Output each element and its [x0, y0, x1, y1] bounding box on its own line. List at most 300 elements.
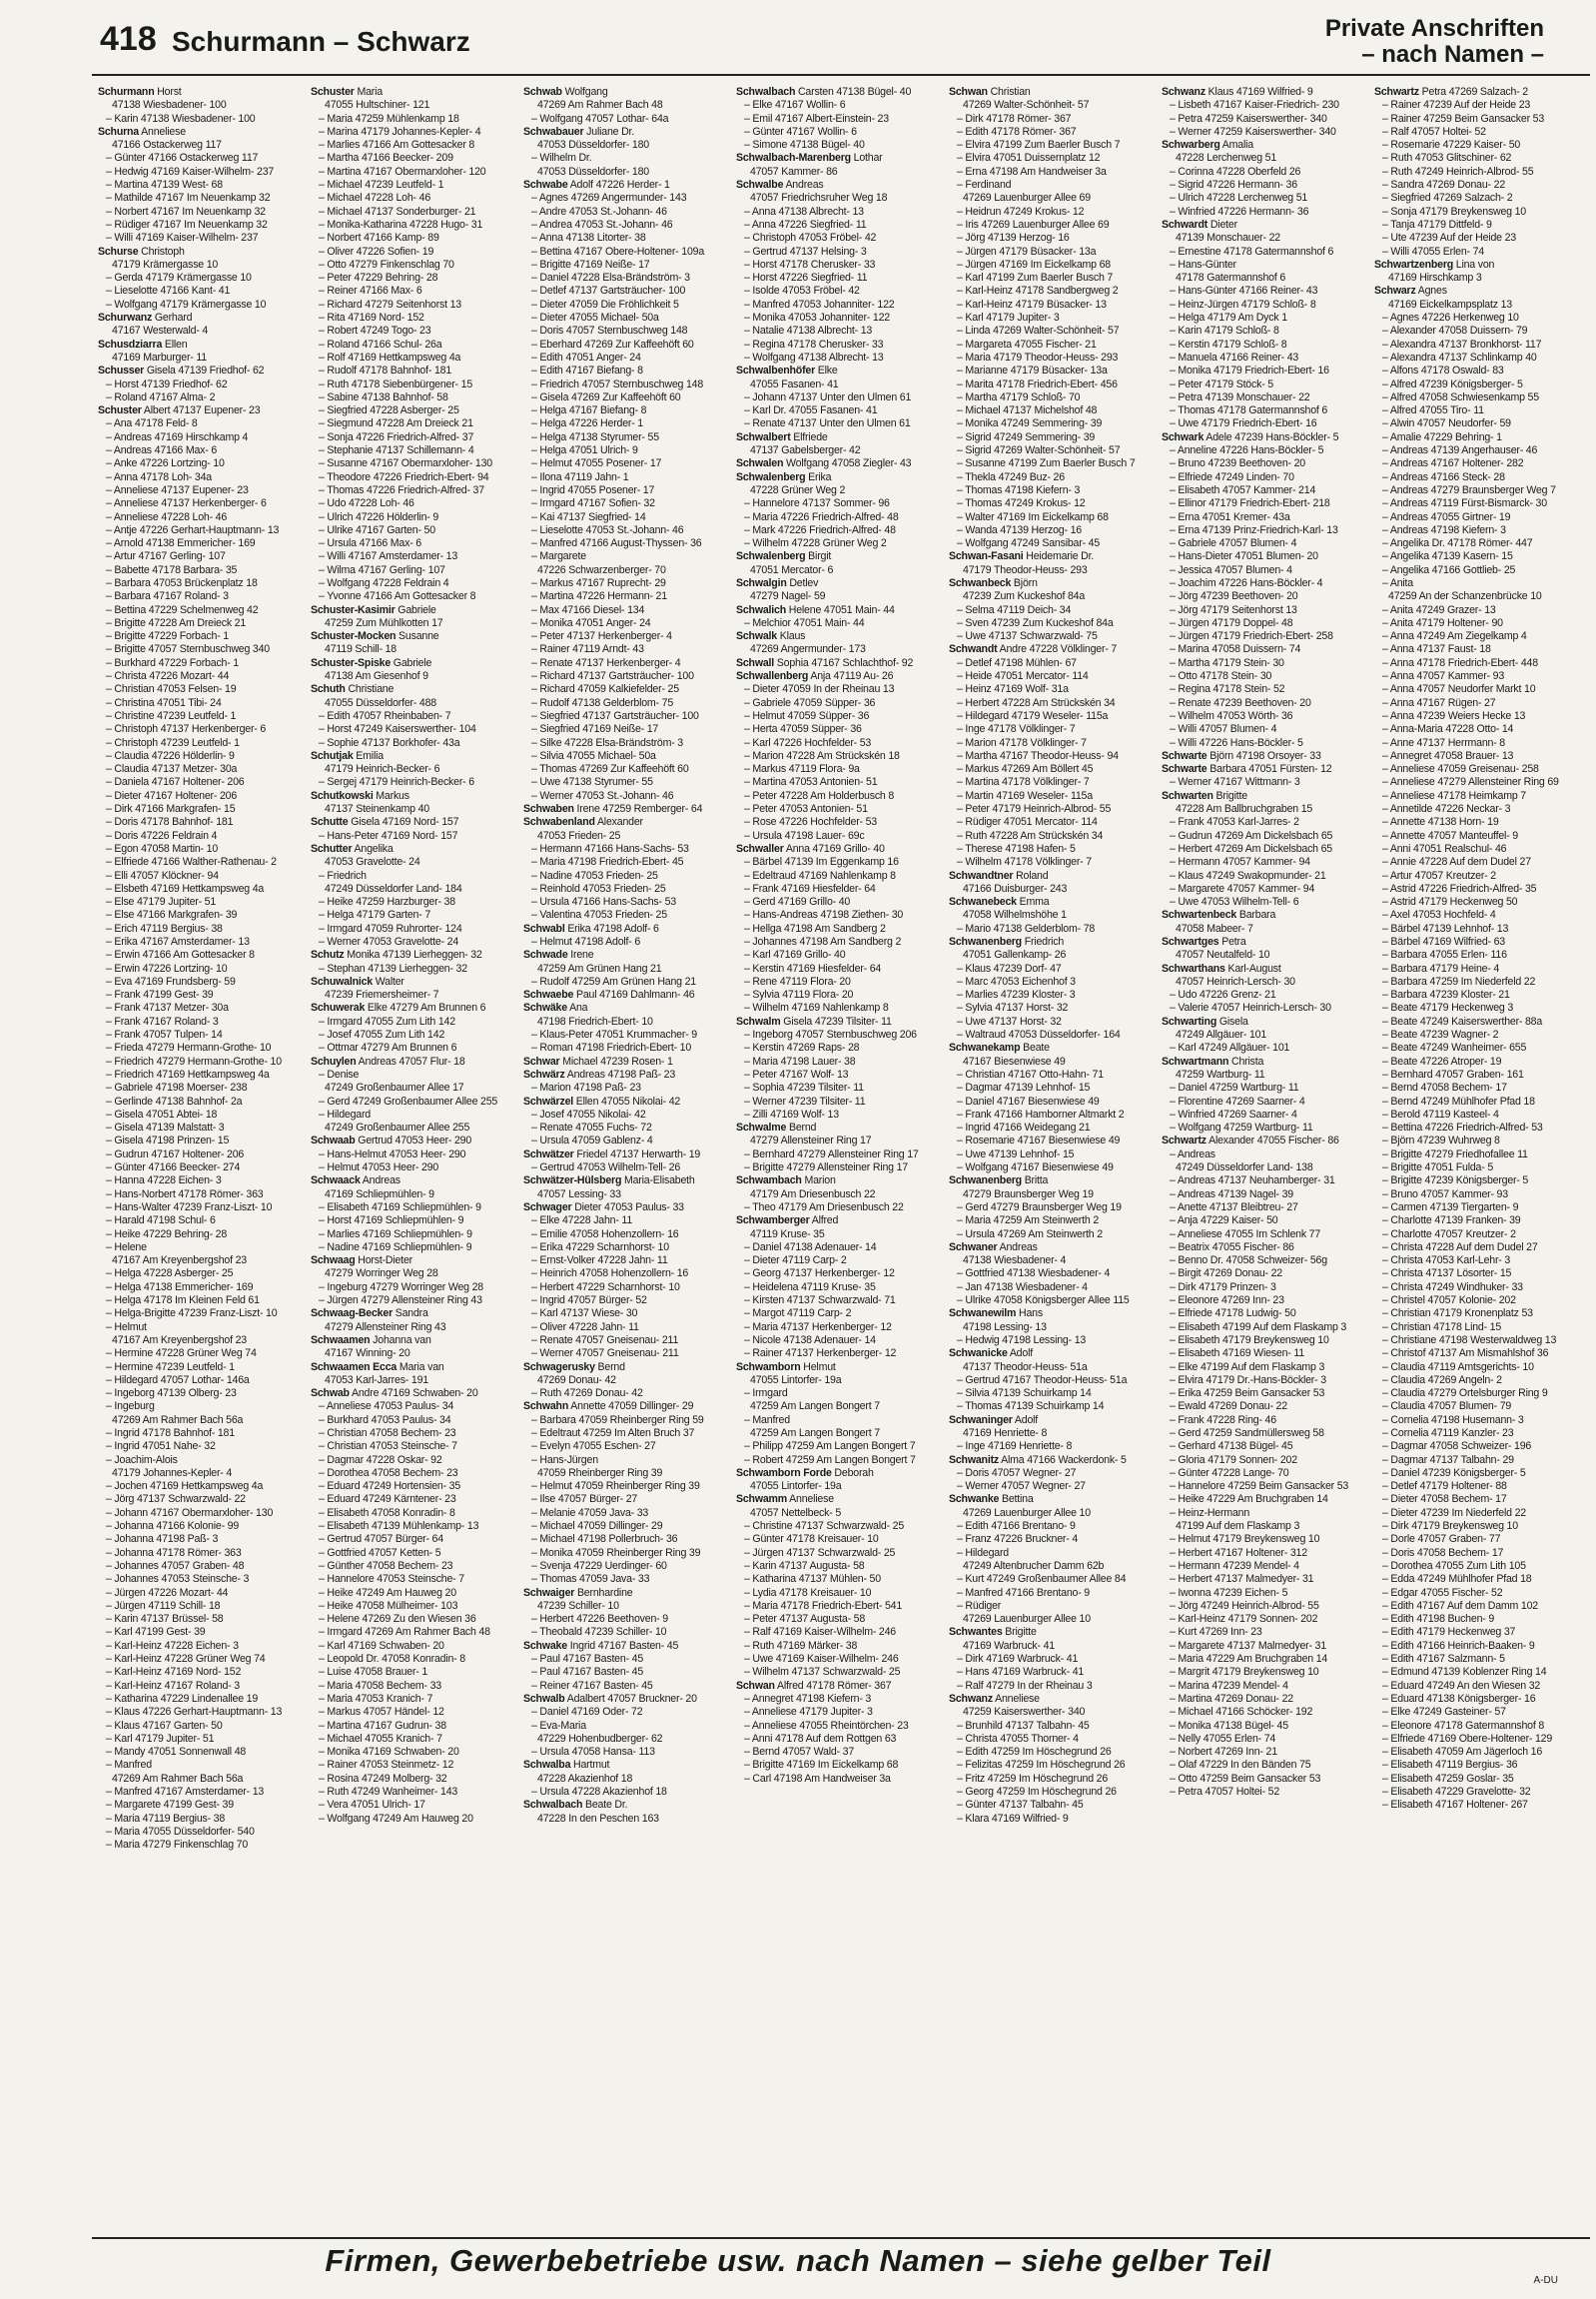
directory-entry: – Astrid 47179 Heckenweg 50: [1382, 896, 1518, 909]
directory-entry: – Anneliese 47059 Greisenau- 258: [1382, 763, 1539, 776]
directory-entry: – Marlies 47169 Schliepmühlen- 9: [319, 1227, 472, 1240]
directory-entry: – Marita 47178 Friedrich-Ebert- 456: [957, 378, 1118, 390]
directory-entry: – Martha 47179 Stein- 30: [1170, 656, 1284, 669]
surname: Schwartenbeck: [1162, 909, 1237, 922]
directory-entry: – Monika 47179 Friedrich-Ebert- 16: [1170, 365, 1329, 378]
surname: Schwalm: [736, 1015, 781, 1028]
directory-entry: – Mark 47226 Friedrich-Alfred- 48: [744, 523, 896, 536]
directory-entry: – Marina 47239 Mendel- 4: [1170, 1679, 1288, 1692]
surname-entry: [736, 1016, 934, 1029]
entry-text: Lina von: [1453, 258, 1495, 271]
entry-text: Gisela 47139 Friedhof- 62: [144, 365, 265, 378]
directory-entry: 47166 Duisburger- 243: [963, 882, 1068, 895]
entry-text: Emilia: [353, 749, 384, 762]
directory-entry: – Anna 47226 Siegfried- 11: [744, 218, 867, 231]
directory-entry: – Irmgard 47059 Ruhrorter- 124: [319, 922, 462, 935]
surname-entry: [1374, 285, 1572, 298]
directory-entry: – Rüdiger: [957, 1599, 1002, 1612]
surname-entry: [949, 86, 1147, 99]
directory-entry: – Carmen 47139 Tiergarten- 9: [1382, 1200, 1519, 1213]
directory-entry: – Rainer 47239 Auf der Heide 23: [1382, 99, 1531, 112]
directory-entry: – Harald 47198 Schul- 6: [106, 1214, 216, 1227]
directory-entry: – Bettina 47167 Obere-Holtener- 109a: [531, 245, 705, 258]
directory-column: [523, 86, 721, 2229]
directory-entry: – Alexandra 47137 Schlinkamp 40: [1382, 351, 1537, 364]
directory-entry: – Mario 47138 Gelderblom- 78: [957, 922, 1096, 935]
directory-entry: – Martha 47166 Beecker- 209: [319, 152, 453, 165]
directory-entry: – Axel 47053 Hochfeld- 4: [1382, 909, 1496, 922]
surname-entry: [949, 1693, 1147, 1706]
directory-entry: – Ellinor 47179 Friedrich-Ebert- 218: [1170, 497, 1330, 510]
surname: Schutter: [311, 842, 353, 855]
entry-text: Elfriede: [790, 430, 828, 443]
directory-entry: 47269 Lauenburger Allee 10: [963, 1506, 1091, 1519]
directory-entry: – Zilli 47169 Wolf- 13: [744, 1108, 839, 1121]
directory-entry: – Artur 47167 Gerling- 107: [106, 550, 226, 563]
directory-entry: – Gertrud 47053 Wilhelm-Tell- 26: [531, 1161, 681, 1174]
surname-entry: [736, 86, 934, 99]
surname-entry: [311, 816, 508, 829]
directory-entry: 47279 Allensteiner Ring 43: [325, 1320, 446, 1333]
directory-entry: – Anna 47138 Albrecht- 13: [744, 205, 864, 218]
surname-entry: [523, 989, 721, 1002]
directory-entry: – Gudrun 47167 Holtener- 206: [106, 1148, 245, 1160]
directory-entry: – Günter 47228 Lange- 70: [1170, 1466, 1289, 1479]
surname-entry: [736, 630, 934, 643]
surname: Schusdziarra: [98, 338, 163, 351]
directory-entry: 47178 Gatermannshof 6: [1176, 272, 1286, 285]
directory-entry: – Herbert 47137 Malmedyer- 31: [1170, 1573, 1314, 1586]
directory-entry: – Jessica 47057 Blumen- 4: [1170, 563, 1292, 576]
directory-entry: – Heike 47229 Behring- 28: [106, 1227, 228, 1240]
directory-entry: – Burkhard 47229 Forbach- 1: [106, 656, 239, 669]
directory-entry: – Doris 47058 Bechem- 17: [1382, 1546, 1504, 1559]
directory-entry: 47269 Am Rahmer Bach 56a: [112, 1413, 244, 1426]
directory-entry: – Maria 47058 Bechem- 33: [319, 1679, 441, 1692]
directory-entry: – Andreas 47279 Braunsberger Weg 7: [1382, 483, 1556, 496]
directory-entry: – Klaus 47226 Gerhart-Hauptmann- 13: [106, 1706, 283, 1719]
directory-entry: – Heike 47229 Am Bruchgraben 14: [1170, 1493, 1328, 1506]
surname: Schwaben: [523, 803, 574, 816]
directory-entry: – Christiane 47198 Westerwaldweg 13: [1382, 1333, 1557, 1346]
entry-text: Björn 47198 Orsoyer- 33: [1206, 749, 1321, 762]
directory-entry: – Ingeburg 47279 Worringer Weg 28: [319, 1280, 483, 1293]
directory-entry: – Hedwig 47198 Lessing- 13: [957, 1333, 1087, 1346]
directory-entry: – Brigitte 47239 Königsberger- 5: [1382, 1174, 1529, 1187]
directory-entry: – Sven 47239 Zum Kuckeshof 84a: [957, 616, 1114, 629]
directory-entry: – Margarete: [531, 550, 586, 563]
directory-entry: – Dirk 47179 Prinzen- 3: [1170, 1280, 1276, 1293]
entry-text: Anneliese: [139, 125, 186, 138]
directory-entry: – Elisabeth 47059 Am Jägerloch 16: [1382, 1746, 1543, 1759]
surname-entry: [1162, 1056, 1359, 1069]
directory-entry: – Heinrich 47058 Hohenzollern- 16: [531, 1267, 689, 1280]
directory-column: [98, 86, 296, 2229]
directory-entry: – Alfons 47178 Oswald- 83: [1382, 365, 1504, 378]
directory-column: [311, 86, 508, 2229]
surname-entry: [98, 404, 296, 417]
entry-text: Walter: [372, 975, 404, 988]
directory-entry: – Willi 47226 Hans-Böckler- 5: [1170, 736, 1303, 749]
surname-entry: [736, 1361, 934, 1374]
directory-entry: – Norbert 47166 Kamp- 89: [319, 232, 439, 245]
entry-text: Adele 47239 Hans-Böckler- 5: [1203, 430, 1339, 443]
directory-entry: – Philipp 47259 Am Langen Bongert 7: [744, 1440, 916, 1453]
directory-entry: – Andreas 47119 Fürst-Bismarck- 30: [1382, 497, 1547, 510]
directory-entry: – Franz 47226 Bruckner- 4: [957, 1533, 1079, 1546]
surname: Schwartmann: [1162, 1055, 1229, 1068]
directory-entry: – Ralf 47169 Kaiser-Wilhelm- 246: [744, 1626, 896, 1639]
directory-entry: – Werner 47259 Kaiserswerther- 340: [1170, 125, 1336, 138]
directory-entry: 47166 Ostackerweg 117: [112, 139, 222, 152]
surname: Schwabl: [523, 922, 565, 935]
surname: Schwartzenberg: [1374, 258, 1454, 271]
directory-entry: – Gabriele 47059 Süpper- 36: [744, 696, 876, 709]
surname-entry: [523, 1149, 721, 1161]
directory-entry: – Elli 47057 Klöckner- 94: [106, 869, 219, 882]
directory-entry: – Jürgen 47226 Mozart- 44: [106, 1586, 229, 1599]
surname: Schwalgin: [736, 576, 787, 589]
directory-entry: – Günter 47137 Talbahn- 45: [957, 1799, 1084, 1812]
directory-entry: – Richard 47059 Kalkiefelder- 25: [531, 683, 679, 696]
directory-entry: – Uwe 47139 Lehnhof- 15: [957, 1148, 1075, 1160]
directory-entry: – Ruth 47053 Glitschiner- 62: [1382, 152, 1512, 165]
directory-entry: – Renate 47137 Unter den Ulmen 61: [744, 417, 911, 430]
surname-entry: [311, 1254, 508, 1267]
directory-entry: – Herbert 47167 Holtener- 312: [1170, 1546, 1307, 1559]
directory-entry: – Jörg 47137 Schwarzwald- 22: [106, 1493, 246, 1506]
directory-entry: – Wolfgang 47167 Biesenwiese 49: [957, 1161, 1114, 1174]
directory-entry: – Ursula 47198 Lauer- 69c: [744, 829, 865, 842]
directory-entry: – Georg 47259 Im Höschegrund 26: [957, 1786, 1117, 1798]
surname: Schwanewilm: [949, 1307, 1017, 1320]
directory-entry: 47226 Schwarzenberger- 70: [537, 563, 666, 576]
directory-entry: – Else 47166 Markgrafen- 39: [106, 909, 238, 922]
directory-entry: – Martina 47139 West- 68: [106, 179, 223, 192]
surname: Schwartges: [1162, 936, 1219, 948]
directory-entry: – Karl-Heinz 47167 Roland- 3: [106, 1679, 240, 1692]
directory-entry: – Irmgard: [744, 1387, 788, 1400]
entry-text: Irene 47259 Remberger- 64: [573, 803, 703, 816]
directory-entry: – Gerd 47259 Sandmüllersweg 58: [1170, 1426, 1324, 1439]
directory-entry: – Anneline 47226 Hans-Böckler- 5: [1170, 444, 1324, 457]
directory-entry: – Edith 47167 Auf dem Damm 102: [1382, 1599, 1538, 1612]
surname: Schurse: [98, 245, 139, 258]
directory-entry: – Günter 47166 Ostackerweg 117: [106, 152, 259, 165]
directory-entry: – Uwe 47053 Wilhelm-Tell- 6: [1170, 896, 1299, 909]
surname-entry: [311, 750, 508, 763]
directory-entry: – Elfriede 47166 Walther-Rathenau- 2: [106, 856, 277, 869]
page-number: 418: [100, 20, 157, 58]
surname: Schwalbert: [736, 430, 791, 443]
directory-entry: – Rose 47226 Hochfelder- 53: [744, 816, 877, 829]
directory-entry: – Ute 47239 Auf der Heide 23: [1382, 232, 1516, 245]
directory-entry: – Nadine 47053 Frieden- 25: [531, 869, 658, 882]
directory-entry: – Petra 47057 Holtei- 52: [1170, 1786, 1280, 1798]
directory-entry: – Joachim-Alois: [106, 1453, 178, 1466]
entry-text: Andre 47228 Völklinger- 7: [997, 643, 1118, 656]
entry-text: Agnes: [1415, 285, 1447, 298]
directory-entry: – Gerlinde 47138 Bahnhof- 2a: [106, 1095, 243, 1108]
directory-entry: – Corinna 47228 Oberfeld 26: [1170, 165, 1301, 178]
directory-entry: 47169 Marburger- 11: [112, 351, 207, 364]
directory-entry: 47228 Am Ballbruchgraben 15: [1176, 803, 1313, 816]
directory-entry: 47169 Schliepmühlen- 9: [325, 1187, 434, 1200]
directory-entry: – Annette 47057 Manteuffel- 9: [1382, 829, 1518, 842]
directory-entry: 47138 Am Giesenhof 9: [325, 670, 428, 683]
directory-entry: – Frank 47166 Hamborner Altmarkt 2: [957, 1108, 1125, 1121]
surname-entry: [98, 312, 296, 325]
directory-entry: – Helga 47179 Am Dyck 1: [1170, 312, 1287, 325]
surname: Schwar: [523, 1055, 560, 1068]
directory-entry: – Erna 47198 Am Handweiser 3a: [957, 165, 1107, 178]
directory-entry: – Barbara 47055 Erlen- 116: [1382, 949, 1507, 962]
directory-entry: – Gottfried 47138 Wiesbadener- 4: [957, 1267, 1111, 1280]
surname-entry: [311, 1174, 508, 1187]
entry-text: Andreas 47198 Paß- 23: [564, 1068, 676, 1081]
surname-entry: [523, 1201, 721, 1214]
directory-entry: – Olaf 47229 In den Bänden 75: [1170, 1759, 1311, 1772]
directory-entry: – Gabriele 47057 Blumen- 4: [1170, 537, 1297, 550]
surname: Schwamborn: [736, 1360, 801, 1373]
directory-entry: 47279 Allensteiner Ring 17: [750, 1135, 872, 1148]
entry-text: Erika: [805, 470, 832, 483]
directory-entry: – Johannes 47053 Steinsche- 3: [106, 1573, 250, 1586]
directory-entry: – Renate 47057 Gneisenau- 211: [531, 1333, 679, 1346]
directory-entry: – Max 47166 Diesel- 134: [531, 603, 645, 616]
directory-entry: – Bernd 47249 Mühlhofer Pfad 18: [1382, 1095, 1535, 1108]
directory-entry: – Willi 47057 Blumen- 4: [1170, 723, 1277, 736]
directory-entry: – Regina 47178 Stein- 52: [1170, 683, 1285, 696]
directory-entry: – Christine 47239 Leutfeld- 1: [106, 709, 237, 722]
directory-entry: – Elisabeth 47199 Auf dem Flaskamp 3: [1170, 1320, 1347, 1333]
directory-entry: – Hannelore 47053 Steinsche- 7: [319, 1573, 464, 1586]
directory-entry: 47269 Walter-Schönheit- 57: [963, 99, 1090, 112]
directory-entry: – Jörg 47239 Beethoven- 20: [1170, 590, 1298, 603]
directory-entry: – Winfried 47226 Hermann- 36: [1170, 205, 1309, 218]
directory-entry: – Ruth 47249 Wanheimer- 143: [319, 1786, 458, 1798]
directory-entry: – Sabine 47138 Bahnhof- 58: [319, 390, 448, 403]
directory-entry: – Wolfgang 47138 Albrecht- 13: [744, 351, 884, 364]
directory-entry: – Claudia 47279 Ortelsburger Ring 9: [1382, 1387, 1548, 1400]
surname-entry: [311, 790, 508, 803]
directory-entry: 47279 Braunsberger Weg 19: [963, 1187, 1094, 1200]
directory-entry: – Hermine 47228 Grüner Weg 74: [106, 1347, 257, 1360]
directory-entry: 47199 Auf dem Flaskamp 3: [1176, 1520, 1300, 1533]
directory-entry: 47179 Johannes-Kepler- 4: [112, 1466, 233, 1479]
directory-entry: – Maria 47179 Theodor-Heuss- 293: [957, 351, 1119, 364]
surname-entry: [949, 1241, 1147, 1254]
entry-text: Alfred 47178 Römer- 367: [774, 1679, 892, 1692]
directory-entry: – Elvira 47051 Duissernplatz 12: [957, 152, 1101, 165]
directory-entry: – Sylvia 47137 Horst- 32: [957, 1002, 1069, 1015]
directory-entry: – Gisela 47269 Zur Kaffeehöft 60: [531, 390, 681, 403]
directory-entry: 47259 Am Langen Bongert 7: [750, 1426, 880, 1439]
directory-entry: 47228 Lerchenweg 51: [1176, 152, 1277, 165]
directory-entry: – Helga 47228 Asberger- 25: [106, 1267, 234, 1280]
surname: Schwamborn Forde: [736, 1466, 832, 1479]
directory-entry: – Maria 47198 Friedrich-Ebert- 45: [531, 856, 684, 869]
directory-entry: 47269 Am Rahmer Bach 48: [537, 99, 663, 112]
directory-entry: – Gisela 47139 Malstatt- 3: [106, 1122, 225, 1135]
surname: Schwartz: [1374, 86, 1419, 98]
directory-entry: – Daniel 47169 Oder- 72: [531, 1706, 643, 1719]
surname-entry: [949, 550, 1147, 563]
directory-entry: – Gertrud 47137 Helsing- 3: [744, 245, 867, 258]
surname-entry: [1374, 259, 1572, 272]
directory-entry: – Frank 47199 Gest- 39: [106, 989, 214, 1002]
directory-entry: – Nicole 47138 Adenauer- 14: [744, 1333, 876, 1346]
directory-entry: – Michael 47239 Leutfeld- 1: [319, 179, 444, 192]
directory-entry: – Detlef 47198 Mühlen- 67: [957, 656, 1077, 669]
directory-column: [1374, 86, 1572, 2229]
directory-entry: – Peter 47229 Behring- 28: [319, 272, 438, 285]
surname: Schuster-Spiske: [311, 656, 392, 669]
directory-entry: – Andre 47053 St.-Johann- 46: [531, 205, 667, 218]
directory-entry: – Monika 47051 Anger- 24: [531, 616, 651, 629]
directory-entry: – Wolfgang 47249 Sansibar- 45: [957, 537, 1101, 550]
directory-entry: – Marlies 47166 Am Gottesacker 8: [319, 139, 475, 152]
surname: Schwahn: [523, 1400, 569, 1413]
surname-entry: [523, 1096, 721, 1109]
surname: Schwaab: [311, 1135, 356, 1148]
directory-entry: 47259 Zum Mühlkotten 17: [325, 616, 443, 629]
directory-entry: – Herbert 47229 Scharnhorst- 10: [531, 1280, 680, 1293]
surname-entry: [949, 1454, 1147, 1467]
directory-entry: – Karl 47179 Jupiter- 3: [957, 312, 1060, 325]
directory-entry: 47239 Friemersheimer- 7: [325, 989, 439, 1002]
directory-entry: 47053 Karl-Jarres- 191: [325, 1373, 428, 1386]
directory-entry: – Eduard 47249 An den Wiesen 32: [1382, 1679, 1541, 1692]
directory-entry: – Kurt 47249 Großenbaumer Allee 84: [957, 1573, 1127, 1586]
directory-entry: – Brigitte 47169 Im Eickelkamp 68: [744, 1759, 899, 1772]
entry-text: Gisela 47169 Nord- 157: [348, 816, 459, 829]
directory-entry: – Daniel 47138 Adenauer- 14: [744, 1240, 877, 1253]
surname-entry: [311, 1002, 508, 1015]
directory-entry: – Hellga 47198 Am Sandberg 2: [744, 922, 886, 935]
directory-entry: – Cornelia 47119 Kanzler- 23: [1382, 1426, 1514, 1439]
surname-entry: [736, 577, 934, 590]
directory-entry: – Horst 47249 Kaiserswerther- 104: [319, 723, 476, 736]
directory-entry: – Oliver 47226 Sofien- 19: [319, 245, 434, 258]
directory-entry: – Frank 47057 Tulpen- 14: [106, 1029, 223, 1042]
directory-entry: – Gerd 47279 Braunsberger Weg 19: [957, 1200, 1122, 1213]
surname-entry: [523, 1640, 721, 1653]
directory-entry: – Lieselotte 47053 St.-Johann- 46: [531, 523, 684, 536]
directory-entry: – Ingeburg: [106, 1400, 155, 1413]
surname: Schwall: [736, 656, 775, 669]
directory-entry: – Silvia 47139 Schuirkamp 14: [957, 1387, 1092, 1400]
entry-text: Anja 47119 Au- 26: [808, 670, 894, 683]
directory-entry: – Helga 47138 Styrumer- 55: [531, 430, 659, 443]
directory-entry: – Lydia 47178 Kreisauer- 10: [744, 1586, 872, 1599]
surname: Schwalb: [523, 1692, 565, 1705]
directory-entry: – Klaus-Peter 47051 Krummacher- 9: [531, 1029, 697, 1042]
directory-entry: – Hermine 47239 Leutfeld- 1: [106, 1360, 235, 1373]
directory-entry: – Leopold Dr. 47058 Konradin- 8: [319, 1653, 465, 1666]
directory-entry: 47198 Lessing- 13: [963, 1320, 1047, 1333]
directory-entry: – Margarete 47057 Kammer- 94: [1170, 882, 1315, 895]
surname: Schwake: [523, 1639, 567, 1652]
directory-entry: – Elfriede 47249 Linden- 70: [1170, 470, 1294, 483]
directory-entry: – Robert 47259 Am Langen Bongert 7: [744, 1453, 916, 1466]
surname: Schwalbach: [736, 86, 796, 98]
surname: Schwabenland: [523, 816, 595, 829]
surname-entry: [311, 843, 508, 856]
directory-entry: – Tanja 47179 Dittfeld- 9: [1382, 218, 1492, 231]
surname: Schuth: [311, 683, 346, 696]
entry-text: Dieter 47053 Paulus- 33: [571, 1200, 684, 1213]
directory-entry: – Claudia 47137 Metzer- 30a: [106, 763, 238, 776]
surname-entry: [736, 604, 934, 617]
directory-entry: – Günter 47167 Wollin- 6: [744, 125, 857, 138]
page-header: [0, 0, 1596, 80]
directory-entry: – Angelika Dr. 47178 Römer- 447: [1382, 537, 1533, 550]
entry-text: Klaus: [777, 630, 806, 643]
surname-entry: [949, 936, 1147, 949]
directory-entry: – Rudolf 47138 Gelderblom- 75: [531, 696, 674, 709]
directory-entry: – Ingrid 47178 Bahnhof- 181: [106, 1426, 235, 1439]
surname: Schuster: [98, 404, 142, 417]
directory-entry: – Kerstin 47269 Raps- 28: [744, 1042, 860, 1055]
directory-entry: – Monika 47169 Schwaben- 20: [319, 1746, 459, 1759]
directory-entry: – Edgar 47055 Fischer- 52: [1382, 1586, 1503, 1599]
directory-entry: – Werner 47057 Wegner- 27: [957, 1480, 1086, 1493]
directory-entry: – Daniela 47167 Holtener- 206: [106, 776, 245, 789]
directory-entry: – Siegmund 47228 Am Dreieck 21: [319, 417, 473, 430]
surname-entry: [311, 1056, 508, 1069]
surname-entry: [98, 86, 296, 99]
directory-entry: – Helga 47179 Garten- 7: [319, 909, 431, 922]
directory-entry: – Alexandra 47137 Bronkhorst- 117: [1382, 338, 1542, 351]
directory-entry: – Dorle 47057 Graben- 77: [1382, 1533, 1501, 1546]
directory-entry: – Christine 47137 Schwarzwald- 25: [744, 1520, 905, 1533]
directory-entry: – Maria 47178 Friedrich-Ebert- 541: [744, 1599, 903, 1612]
directory-entry: – Uwe 47179 Friedrich-Ebert- 16: [1170, 417, 1317, 430]
directory-entry: – Markus 47167 Ruprecht- 29: [531, 576, 666, 589]
directory-entry: 47057 Heinrich-Lersch- 30: [1176, 975, 1295, 988]
surname: Schwambach: [736, 1174, 802, 1187]
directory-entry: – Benno Dr. 47058 Schweizer- 56g: [1170, 1254, 1327, 1267]
directory-entry: 47137 Theodor-Heuss- 51a: [963, 1360, 1088, 1373]
directory-entry: – Hermann 47057 Kammer- 94: [1170, 856, 1310, 869]
surname-entry: [1162, 219, 1359, 232]
surname: Schwaiger: [523, 1586, 575, 1599]
header-rule: [92, 74, 1590, 76]
directory-entry: – Erna 47139 Prinz-Friedrich-Karl- 13: [1170, 523, 1338, 536]
directory-entry: – Helga 47051 Ulrich- 9: [531, 444, 638, 457]
directory-entry: – Oliver 47228 Jahn- 11: [531, 1320, 639, 1333]
directory-entry: – Kurt 47269 Inn- 23: [1170, 1626, 1262, 1639]
surname: Schurwanz: [98, 312, 153, 325]
entry-text: Angelika: [352, 842, 394, 855]
directory-entry: – Susanne 47199 Zum Baerler Busch 7: [957, 457, 1136, 470]
directory-entry: – Renate 47137 Herkenberger- 4: [531, 656, 681, 669]
entry-text: Wolfgang 47058 Ziegler- 43: [783, 457, 912, 470]
surname: Schwardt: [1162, 218, 1208, 231]
directory-entry: – Walter 47169 Im Eickelkamp 68: [957, 510, 1109, 523]
directory-entry: 47279 Nagel- 59: [750, 590, 826, 603]
directory-entry: – Hans-Norbert 47178 Römer- 363: [106, 1187, 264, 1200]
entry-text: Maria van: [397, 1360, 444, 1373]
directory-entry: – Marina 47058 Duissern- 74: [1170, 643, 1301, 656]
directory-entry: – Manfred: [106, 1759, 152, 1772]
directory-entry: 47137 Steinenkamp 40: [325, 803, 429, 816]
entry-text: Karl-August: [1224, 962, 1281, 975]
directory-entry: – Babette 47178 Barbara- 35: [106, 563, 238, 576]
directory-entry: – Karl-Heinz 47179 Büsacker- 13: [957, 298, 1107, 311]
directory-entry: – Daniel 47167 Biesenwiese 49: [957, 1095, 1100, 1108]
